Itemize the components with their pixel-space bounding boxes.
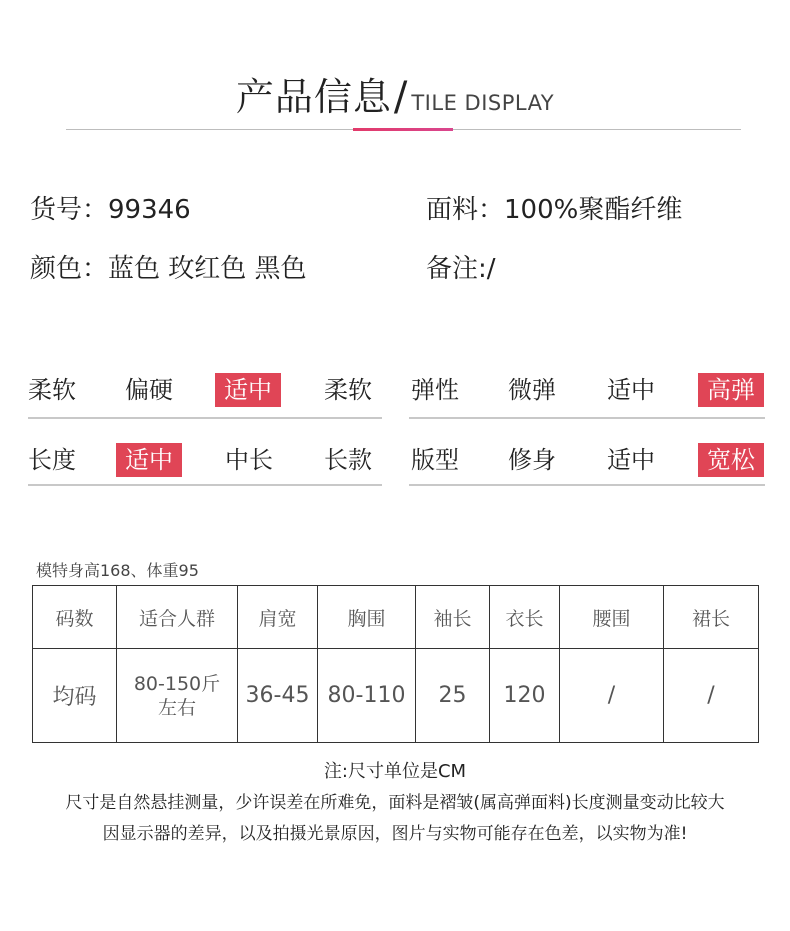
cell-fit-line2: 左右 — [157, 696, 196, 719]
disclaimer-line-2: 因显示器的差异，以及拍摄光景原因，图片与实物可能存在色差，以实物为准! — [102, 824, 688, 844]
header-waist: 腰围 — [560, 586, 664, 649]
elasticity-option-high-selected: 高弹 — [698, 373, 764, 407]
size-table — [32, 585, 759, 743]
fit-label: 版型 — [411, 446, 459, 474]
length-divider — [28, 484, 382, 486]
fabric-info: 面料：100%聚酯纤维 — [426, 195, 683, 225]
title-en: TILE DISPLAY — [411, 91, 555, 115]
cell-size: 均码 — [33, 649, 117, 743]
cell-shoulder: 36-45 — [238, 649, 318, 743]
header-fit-group: 适合人群 — [117, 586, 238, 649]
fit-option-medium: 适中 — [607, 446, 655, 474]
cell-fit-line1: 80-150斤 — [133, 672, 221, 695]
softness-option-soft: 柔软 — [324, 376, 372, 404]
section-title — [0, 66, 790, 121]
cell-waist: / — [560, 649, 664, 743]
cell-chest: 80-110 — [318, 649, 416, 743]
item-number: 货号：99346 — [30, 195, 191, 225]
cell-fit-group — [117, 649, 238, 743]
length-label: 长度 — [28, 446, 76, 474]
fit-option-slim: 修身 — [508, 446, 556, 474]
table-header-row — [33, 586, 759, 649]
cell-sleeve: 25 — [416, 649, 490, 743]
unit-note: 注:尺寸单位是CM — [323, 761, 467, 782]
softness-option-hard: 偏硬 — [125, 376, 173, 404]
remark-info: 备注:/ — [426, 254, 496, 284]
header-size: 码数 — [33, 586, 117, 649]
length-option-long: 长款 — [324, 446, 372, 474]
length-option-medium-selected: 适中 — [116, 443, 182, 477]
elasticity-label: 弹性 — [411, 376, 459, 404]
title-slash: / — [393, 74, 408, 120]
elasticity-divider — [409, 417, 765, 419]
softness-divider — [28, 417, 382, 419]
table-row — [33, 649, 759, 743]
softness-option-medium-selected: 适中 — [215, 373, 281, 407]
elasticity-option-medium: 适中 — [607, 376, 655, 404]
title-cn: 产品信息 — [235, 75, 392, 119]
model-note: 模特身高168、体重95 — [36, 561, 199, 580]
disclaimer-line-1: 尺寸是自然悬挂测量，少许误差在所难免，面料是褶皱(属高弹面料)长度测量变动比较大 — [65, 793, 725, 813]
header-skirt: 裙长 — [664, 586, 759, 649]
header-chest: 胸围 — [318, 586, 416, 649]
header-shoulder: 肩宽 — [238, 586, 318, 649]
elasticity-option-slight: 微弹 — [508, 376, 556, 404]
header-accent-bar — [353, 128, 453, 131]
color-info: 颜色：蓝色 玫红色 黑色 — [30, 254, 307, 284]
fit-divider — [409, 484, 765, 486]
header-sleeve: 袖长 — [416, 586, 490, 649]
header-length: 衣长 — [490, 586, 560, 649]
fit-option-loose-selected: 宽松 — [698, 443, 764, 477]
cell-skirt: / — [664, 649, 759, 743]
cell-length: 120 — [490, 649, 560, 743]
softness-label: 柔软 — [28, 376, 76, 404]
length-option-mid-long: 中长 — [225, 446, 273, 474]
